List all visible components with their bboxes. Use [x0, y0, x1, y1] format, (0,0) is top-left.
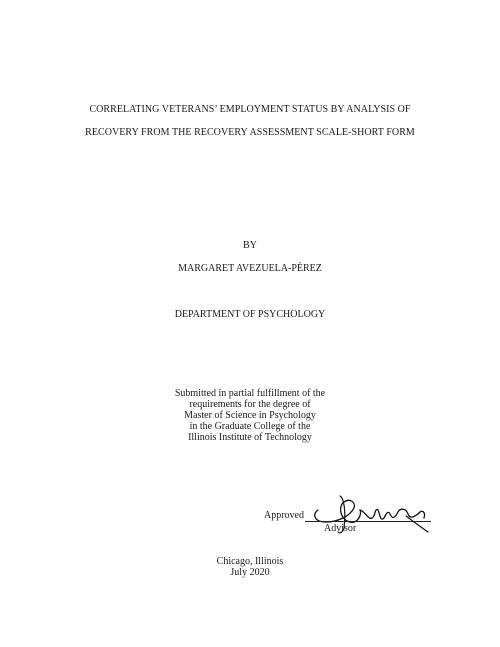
submission-line-5: Illinois Institute of Technology: [188, 432, 312, 443]
thesis-title-line-1: CORRELATING VETERANS’ EMPLOYMENT STATUS BY ANALYSIS OF: [89, 104, 411, 115]
thesis-title-line-2: RECOVERY FROM THE RECOVERY ASSESSMENT SCALE-SHORT FORM: [85, 127, 415, 138]
signature-line: [305, 521, 431, 522]
submission-line-4: in the Graduate College of the: [189, 421, 311, 432]
by-label: BY: [243, 240, 257, 251]
advisor-label: Advisor: [324, 523, 357, 534]
submission-line-2: requirements for the degree of: [189, 399, 311, 410]
approved-label: Approved: [264, 510, 304, 521]
submission-line-1: Submitted in partial fulfillment of the: [174, 388, 326, 399]
date: July 2020: [230, 567, 270, 578]
location: Chicago, Illinois: [216, 556, 284, 567]
submission-line-3: Master of Science in Psychology: [184, 410, 316, 421]
author-name: MARGARET AVEZUELA-PÉREZ: [178, 263, 322, 274]
department-name: DEPARTMENT OF PSYCHOLOGY: [174, 309, 326, 320]
